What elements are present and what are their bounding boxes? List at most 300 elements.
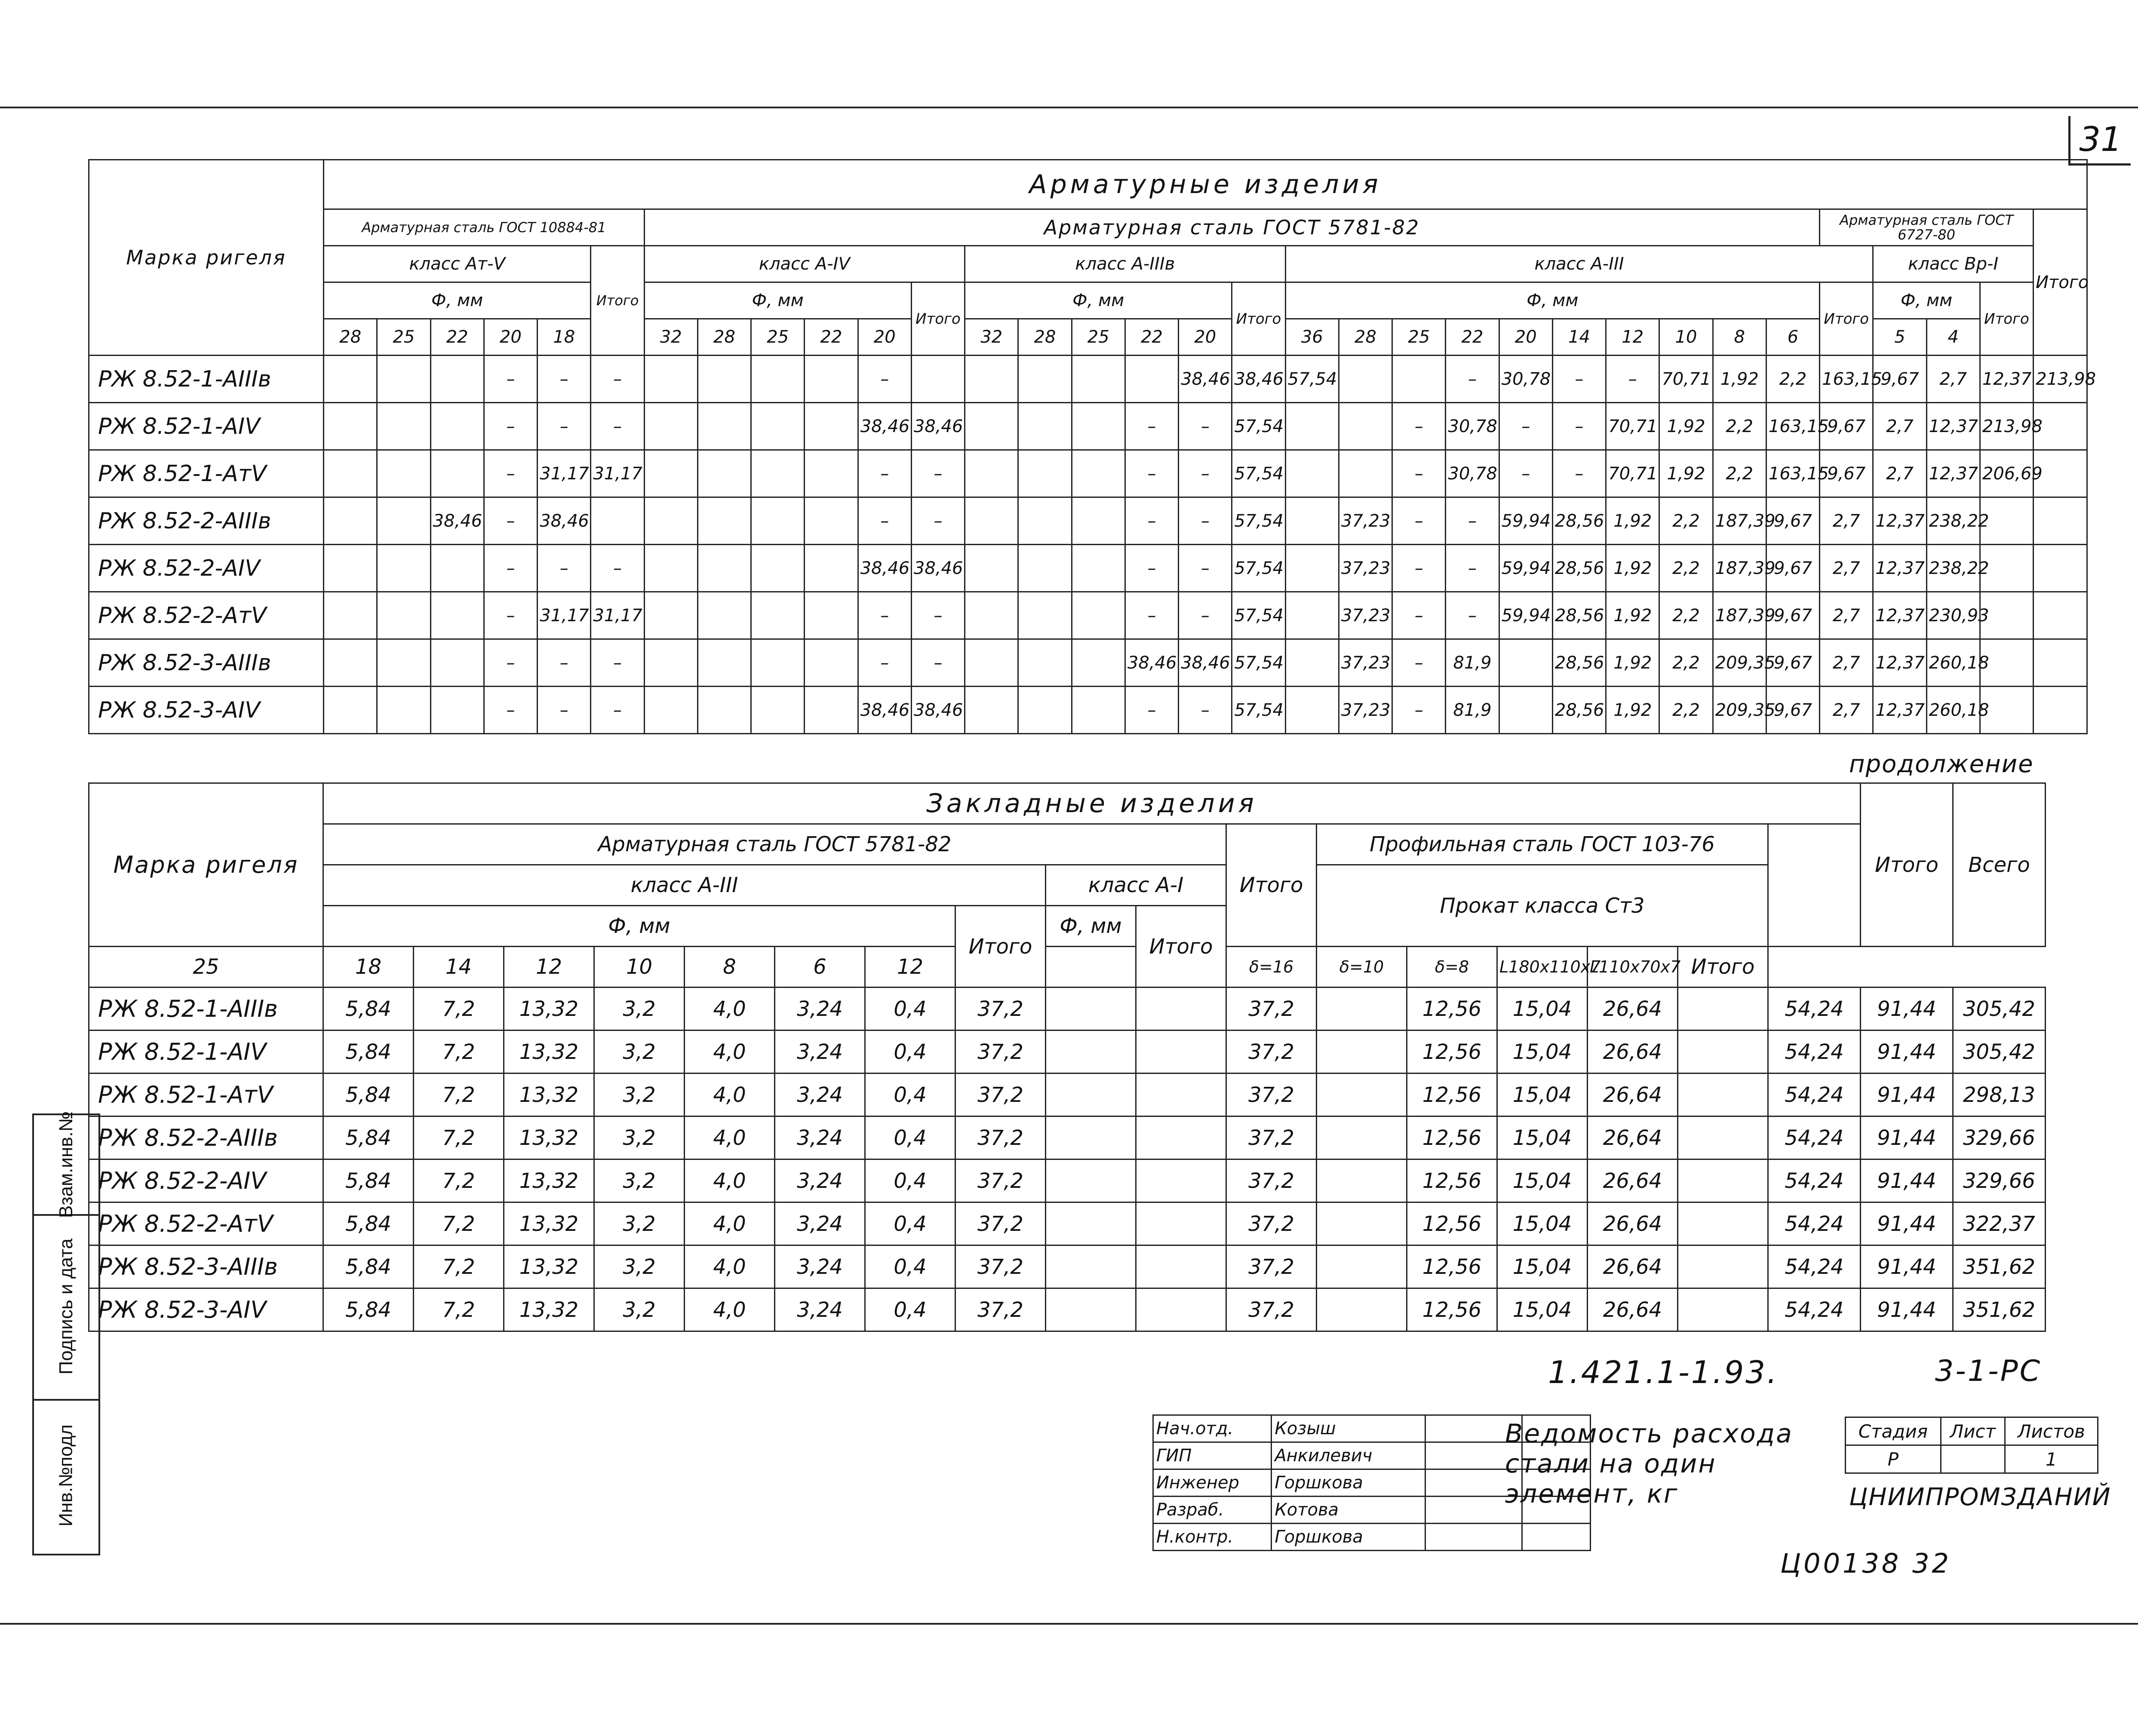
cell [644, 497, 697, 545]
cell: – [911, 497, 965, 545]
row-mark: РЖ 8.52-2-АIIIв [89, 497, 324, 545]
cell: 7,2 [414, 1245, 504, 1288]
cell [697, 450, 751, 497]
cell: 57,54 [1232, 545, 1285, 592]
diam2-col-a-0: 25 [89, 947, 323, 988]
stage-value: Р [1846, 1445, 1941, 1473]
cell: 187,39 [1713, 592, 1766, 639]
cell: 70,71 [1659, 356, 1713, 403]
cell: 38,46 [858, 545, 911, 592]
diam2-col-a-6: 6 [775, 947, 865, 988]
cell: 38,46 [858, 403, 911, 450]
table-row [89, 497, 2087, 545]
table-row [89, 687, 2087, 734]
page-number: 31 [2068, 116, 2131, 166]
cell [1072, 356, 1125, 403]
cell [965, 545, 1018, 592]
diam-col-a-3: 20 [484, 319, 537, 356]
cell [1072, 403, 1125, 450]
diam-col-a-4: 18 [538, 319, 591, 356]
cell: 2,7 [1820, 687, 1873, 734]
cell: 91,44 [1861, 1031, 1953, 1073]
diam-c: Ф, мм [1873, 282, 1980, 319]
cell [965, 687, 1018, 734]
cell: 37,2 [1226, 1159, 1317, 1202]
cell: 9,67 [1766, 545, 1819, 592]
cell: 3,2 [594, 1031, 685, 1073]
group-a2-steel: Арматурная сталь ГОСТ 5781-82 [323, 824, 1226, 865]
cell: 31,17 [538, 450, 591, 497]
diam-b2-label: Ф, мм [1046, 906, 1136, 947]
cell [1678, 1073, 1768, 1116]
cell [377, 592, 430, 639]
cell [751, 356, 805, 403]
cell: 54,24 [1768, 1031, 1861, 1073]
cell: 59,94 [1499, 545, 1552, 592]
cell [805, 356, 858, 403]
cell [805, 403, 858, 450]
cell: 37,2 [955, 1159, 1046, 1202]
cell [1072, 639, 1125, 687]
cell: – [1392, 592, 1446, 639]
cell [377, 639, 430, 687]
cell: 91,44 [1861, 988, 1953, 1031]
cell [1018, 639, 1072, 687]
cell [430, 592, 484, 639]
cell: – [538, 356, 591, 403]
cell: 2,2 [1659, 639, 1713, 687]
cell: – [1179, 545, 1232, 592]
cell: 26,64 [1588, 1073, 1678, 1116]
cell: 7,2 [414, 988, 504, 1031]
cell: 322,37 [1953, 1202, 2046, 1245]
cell [805, 639, 858, 687]
cell [1285, 592, 1339, 639]
cell: 31,17 [591, 450, 644, 497]
cell [1046, 1073, 1136, 1116]
cell: 13,32 [504, 1073, 594, 1116]
cell: 38,46 [911, 687, 965, 734]
organization: ЦНИИПРОМЗДАНИЙ [1849, 1483, 2111, 1511]
cell: 209,35 [1713, 639, 1766, 687]
cell [644, 592, 697, 639]
diam-col-b3-8: 8 [1713, 319, 1766, 356]
row-mark: РЖ 8.52-3-АIV [89, 687, 324, 734]
cell: 57,54 [1232, 687, 1285, 734]
cell: 12,56 [1407, 1159, 1497, 1202]
cell: 38,46 [911, 403, 965, 450]
mark-header-2: Марка ригеля [89, 783, 323, 947]
cell: 12,37 [1980, 356, 2033, 403]
cell: 31,17 [538, 592, 591, 639]
cell [751, 687, 805, 734]
class-aiiib: класс А-IIIв [965, 246, 1286, 282]
cell [1317, 1202, 1407, 1245]
cell: 2,7 [1820, 639, 1873, 687]
cell: 187,39 [1713, 545, 1766, 592]
mark-header: Марка ригеля [89, 160, 324, 356]
stage-table [1845, 1417, 2098, 1474]
cell: – [591, 356, 644, 403]
cell: 12,56 [1407, 1202, 1497, 1245]
cell: 2,7 [1820, 497, 1873, 545]
sheet-code: 3-1-РС [1935, 1354, 2042, 1388]
cell [430, 687, 484, 734]
cell: 91,44 [1861, 1288, 1953, 1331]
cell: 3,2 [594, 1245, 685, 1288]
side-label-replace: Взам.инв.№ [55, 1111, 77, 1218]
cell [1018, 356, 1072, 403]
cell: 38,46 [430, 497, 484, 545]
cell: 26,64 [1588, 988, 1678, 1031]
cell: 7,2 [414, 1073, 504, 1116]
cell: – [484, 403, 537, 450]
cell: 13,32 [504, 1288, 594, 1331]
cell: 13,32 [504, 1245, 594, 1288]
cell: – [484, 356, 537, 403]
cell [1317, 1031, 1407, 1073]
diam-col-b3-1: 28 [1339, 319, 1392, 356]
cell: – [1552, 403, 1606, 450]
group-p-steel: Профильная сталь ГОСТ 103-76 [1317, 824, 1768, 865]
diam-col-b1-1: 28 [697, 319, 751, 356]
cell: 238,22 [1926, 497, 1980, 545]
cell [324, 639, 377, 687]
cell: – [1446, 497, 1499, 545]
total-all: Всего [1953, 783, 2046, 947]
diam2-col-a-4: 10 [594, 947, 685, 988]
cell [805, 545, 858, 592]
cell: – [858, 592, 911, 639]
cell: 30,78 [1499, 356, 1552, 403]
cell: 12,37 [1873, 545, 1926, 592]
cell: 15,04 [1497, 1073, 1588, 1116]
cell [751, 450, 805, 497]
cell: 0,4 [865, 1073, 955, 1116]
cell [1285, 403, 1339, 450]
cell [1018, 403, 1072, 450]
cell [1136, 1073, 1226, 1116]
cell [1136, 1031, 1226, 1073]
cell: 30,78 [1446, 450, 1499, 497]
cell: 2,2 [1713, 403, 1766, 450]
diam-col-b1-2: 25 [751, 319, 805, 356]
cell [1339, 450, 1392, 497]
cell [1136, 1159, 1226, 1202]
cell: 37,2 [955, 1202, 1046, 1245]
cell [2034, 545, 2087, 592]
cell [1046, 988, 1136, 1031]
cell: 37,2 [1226, 1202, 1317, 1245]
cell: – [1125, 592, 1178, 639]
cell [697, 545, 751, 592]
cell: 5,84 [323, 988, 414, 1031]
cell: – [1179, 687, 1232, 734]
itogo-b3: Итого [1820, 282, 1873, 356]
cell [1317, 1073, 1407, 1116]
cell: 213,98 [1980, 403, 2033, 450]
cell: 12,37 [1873, 687, 1926, 734]
cell: 37,2 [955, 1245, 1046, 1288]
cell: 187,39 [1713, 497, 1766, 545]
cell: 2,2 [1766, 356, 1819, 403]
diam2-col-b-0: 12 [865, 947, 955, 988]
cell [1339, 356, 1392, 403]
cell [965, 356, 1018, 403]
cell: 351,62 [1953, 1288, 2046, 1331]
cell: 9,67 [1820, 450, 1873, 497]
cell: 31,17 [591, 592, 644, 639]
cell [377, 545, 430, 592]
cell: – [858, 450, 911, 497]
cell: 12,37 [1873, 497, 1926, 545]
diam-col-b3-0: 36 [1285, 319, 1339, 356]
cell: 38,46 [1179, 639, 1232, 687]
cell: 2,2 [1659, 497, 1713, 545]
cell: – [1606, 356, 1659, 403]
cell: 238,22 [1926, 545, 1980, 592]
row-mark: РЖ 8.52-3-АIV [89, 1288, 323, 1331]
cell: – [1179, 497, 1232, 545]
cell [644, 356, 697, 403]
role: Нач.отд. [1153, 1415, 1272, 1442]
person-name: Горшкова [1272, 1524, 1425, 1551]
class-atv: класс Ат-V [324, 246, 591, 282]
cell: 5,84 [323, 1288, 414, 1331]
itogo-c: Итого [1980, 282, 2033, 356]
cell [1392, 356, 1446, 403]
row-mark: РЖ 8.52-2-АIV [89, 545, 324, 592]
cell: – [1125, 545, 1178, 592]
cell: 3,2 [594, 1202, 685, 1245]
cell: 57,54 [1232, 592, 1285, 639]
cell: 15,04 [1497, 1031, 1588, 1073]
itogo-a: Итого [591, 246, 644, 356]
cell: 91,44 [1861, 1202, 1953, 1245]
cell [1125, 356, 1178, 403]
cell: 54,24 [1768, 988, 1861, 1031]
cell [324, 356, 377, 403]
cell [377, 497, 430, 545]
cell: 0,4 [865, 1116, 955, 1159]
profile-col-0: δ=16 [1226, 947, 1317, 988]
cell: – [1392, 497, 1446, 545]
row-mark: РЖ 8.52-1-АтV [89, 1073, 323, 1116]
cell: – [591, 403, 644, 450]
cell: 37,2 [955, 1031, 1046, 1073]
diam-b2: Ф, мм [965, 282, 1232, 319]
cell: – [538, 403, 591, 450]
cell: 38,46 [538, 497, 591, 545]
cell: 329,66 [1953, 1159, 2046, 1202]
class-aiii: класс А-III [1285, 246, 1873, 282]
table-row [89, 592, 2087, 639]
cell: 9,67 [1820, 403, 1873, 450]
cell [1072, 497, 1125, 545]
cell: 12,56 [1407, 1116, 1497, 1159]
cell [324, 450, 377, 497]
diam-col-a-2: 22 [430, 319, 484, 356]
cell: 13,32 [504, 1116, 594, 1159]
diam-b3: Ф, мм [1285, 282, 1820, 319]
cell: 37,2 [1226, 1031, 1317, 1073]
signature-cell [1425, 1524, 1522, 1551]
cell: – [1125, 403, 1178, 450]
cell [324, 497, 377, 545]
row-mark: РЖ 8.52-2-АIV [89, 1159, 323, 1202]
cell: – [484, 639, 537, 687]
cell: 305,42 [1953, 1031, 2046, 1073]
cell: 57,54 [1232, 450, 1285, 497]
cell: 3,24 [775, 1073, 865, 1116]
cell: 26,64 [1588, 1031, 1678, 1073]
cell [2034, 497, 2087, 545]
cell [2034, 592, 2087, 639]
cell [751, 592, 805, 639]
diam-col-b3-2: 25 [1392, 319, 1446, 356]
cell: 54,24 [1768, 1288, 1861, 1331]
row-mark: РЖ 8.52-1-АтV [89, 450, 324, 497]
diam-col-b2-2: 25 [1072, 319, 1125, 356]
cell: 7,2 [414, 1159, 504, 1202]
cell: – [1392, 450, 1446, 497]
cell [1018, 687, 1072, 734]
role: Разраб. [1153, 1497, 1272, 1524]
cell [2034, 639, 2087, 687]
cell: 12,37 [1873, 592, 1926, 639]
cell: – [1446, 545, 1499, 592]
cell: 12,37 [1926, 450, 1980, 497]
row-mark: РЖ 8.52-2-АIIIв [89, 1116, 323, 1159]
row-mark: РЖ 8.52-2-АтV [89, 592, 324, 639]
side-stamp [32, 1113, 100, 1555]
cell: 15,04 [1497, 1245, 1588, 1288]
diam-col-c-0: 5 [1873, 319, 1926, 356]
cell: 57,54 [1232, 403, 1285, 450]
cell: – [1392, 687, 1446, 734]
cell [965, 592, 1018, 639]
cell: 2,2 [1659, 592, 1713, 639]
row-mark: РЖ 8.52-1-АIV [89, 403, 324, 450]
cell [1678, 1202, 1768, 1245]
person-name: Котова [1272, 1497, 1425, 1524]
footer-code: Ц00138 32 [1780, 1548, 1951, 1579]
cell: 13,32 [504, 1202, 594, 1245]
cell [751, 403, 805, 450]
diam-col-b1-4: 20 [858, 319, 911, 356]
itogo-arm-sub [1046, 947, 1136, 988]
cell: 4,0 [685, 988, 775, 1031]
cell [430, 639, 484, 687]
cell: 12,37 [1926, 403, 1980, 450]
cell: – [484, 545, 537, 592]
cell: 12,56 [1407, 988, 1497, 1031]
cell: – [591, 639, 644, 687]
cell: 37,23 [1339, 639, 1392, 687]
cell: 2,2 [1713, 450, 1766, 497]
cell [1072, 450, 1125, 497]
cell [1136, 1202, 1226, 1245]
cell [1046, 1288, 1136, 1331]
date-cell [1522, 1524, 1591, 1551]
cell [430, 403, 484, 450]
cell: 5,84 [323, 1245, 414, 1288]
person-name: Анкилевич [1272, 1442, 1425, 1469]
table-row [89, 1159, 2046, 1202]
person-name: Горшкова [1272, 1469, 1425, 1497]
cell: 12,56 [1407, 1073, 1497, 1116]
cell: – [911, 639, 965, 687]
cell [1136, 1116, 1226, 1159]
reinforcement-table [88, 159, 2096, 734]
side-label-inv: Инв.№подл [55, 1424, 77, 1527]
diam-col-b2-0: 32 [965, 319, 1018, 356]
cell: 0,4 [865, 1288, 955, 1331]
diam-a2: Ф, мм [323, 906, 955, 947]
cell [1678, 1245, 1768, 1288]
cell [751, 639, 805, 687]
table-row [89, 639, 2087, 687]
cell: 3,24 [775, 988, 865, 1031]
cell [805, 450, 858, 497]
signature-row [1153, 1524, 1591, 1551]
cell [1317, 988, 1407, 1031]
diam-b1: Ф, мм [644, 282, 911, 319]
profile-col-2: δ=8 [1407, 947, 1497, 988]
cell: – [484, 497, 537, 545]
table-row [89, 545, 2087, 592]
diam2-col-a-5: 8 [685, 947, 775, 988]
row-mark: РЖ 8.52-1-АIV [89, 1031, 323, 1073]
cell: – [1499, 403, 1552, 450]
cell: 5,84 [323, 1073, 414, 1116]
cell: 37,23 [1339, 687, 1392, 734]
cell: 9,67 [1766, 639, 1819, 687]
cell: 0,4 [865, 1159, 955, 1202]
diam2-col-a-1: 18 [323, 947, 414, 988]
table-row [89, 1288, 2046, 1331]
cell [430, 450, 484, 497]
diam-col-b2-4: 20 [1179, 319, 1232, 356]
cell: 2,7 [1873, 403, 1926, 450]
diam-col-b3-4: 20 [1499, 319, 1552, 356]
sheet-value [1941, 1445, 2005, 1473]
cell [697, 403, 751, 450]
cell [1136, 988, 1226, 1031]
cell: 81,9 [1446, 639, 1499, 687]
cell: 0,4 [865, 988, 955, 1031]
cell: 4,0 [685, 1202, 775, 1245]
cell: 1,92 [1659, 403, 1713, 450]
row-mark: РЖ 8.52-3-АIIIв [89, 639, 324, 687]
cell: – [1125, 450, 1178, 497]
cell: – [1499, 450, 1552, 497]
cell: 4,0 [685, 1031, 775, 1073]
table-row [89, 403, 2087, 450]
cell: 91,44 [1861, 1073, 1953, 1116]
cell [751, 497, 805, 545]
cell: 4,0 [685, 1288, 775, 1331]
cell: 37,2 [1226, 1245, 1317, 1288]
group-a-steel: Арматурная сталь ГОСТ 10884-81 [324, 209, 645, 246]
diam-col-b3-7: 10 [1659, 319, 1713, 356]
cell: 3,24 [775, 1288, 865, 1331]
row-mark: РЖ 8.52-1-АIIIв [89, 988, 323, 1031]
cell: – [911, 450, 965, 497]
cell [805, 592, 858, 639]
cell [697, 497, 751, 545]
group-c-steel: Арматурная сталь ГОСТ 6727-80 [1820, 209, 2034, 246]
